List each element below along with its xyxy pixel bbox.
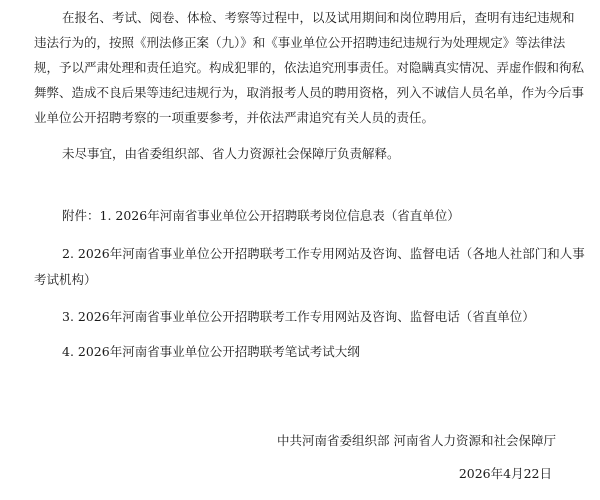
paragraph-line: 违法行为的，按照《刑法修正案（九）》和《事业单位公开招聘违纪违规行为处理规定》等法律法 (34, 35, 566, 50)
paragraph-line: 舞弊、造成不良后果等违纪违规行为，取消报考人员的聘用资格，列入不诚信人员名单，作为今后事 (34, 85, 585, 100)
paragraph-line: 在报名、考试、阅卷、体检、考察等过程中，以及试用期间和岗位聘用后，查明有违纪违规和 (62, 10, 575, 25)
attachment-item-3: 3. 2026年河南省事业单位公开招聘联考工作专用网站及咨询、监督电话（省直单位） (62, 309, 535, 324)
attachment-item-2-cont: 考试机构） (34, 272, 97, 287)
attachment-item-2: 2. 2026年河南省事业单位公开招聘联考工作专用网站及咨询、监督电话（各地人社部门和人事 (62, 246, 585, 261)
interpretation-paragraph: 未尽事宜，由省委组织部、省人力资源社会保障厅负责解释。 (62, 146, 400, 161)
paragraph-line: 业单位公开招聘考察的一项重要参考，并依法严肃追究有关人员的责任。 (34, 110, 435, 125)
issuing-organizations: 中共河南省委组织部 河南省人力资源和社会保障厅 (277, 433, 556, 448)
paragraph-line: 规，予以严肃处理和责任追究。构成犯罪的，依法追究刑事责任。对隐瞒真实情况、弄虚作假和徇私 (34, 60, 585, 75)
attachment-item-1: 附件：1. 2026年河南省事业单位公开招聘联考岗位信息表（省直单位） (62, 208, 460, 223)
attachment-item-4: 4. 2026年河南省事业单位公开招聘联考笔试考试大纲 (62, 344, 360, 359)
issue-date: 2026年4月22日 (458, 466, 552, 481)
